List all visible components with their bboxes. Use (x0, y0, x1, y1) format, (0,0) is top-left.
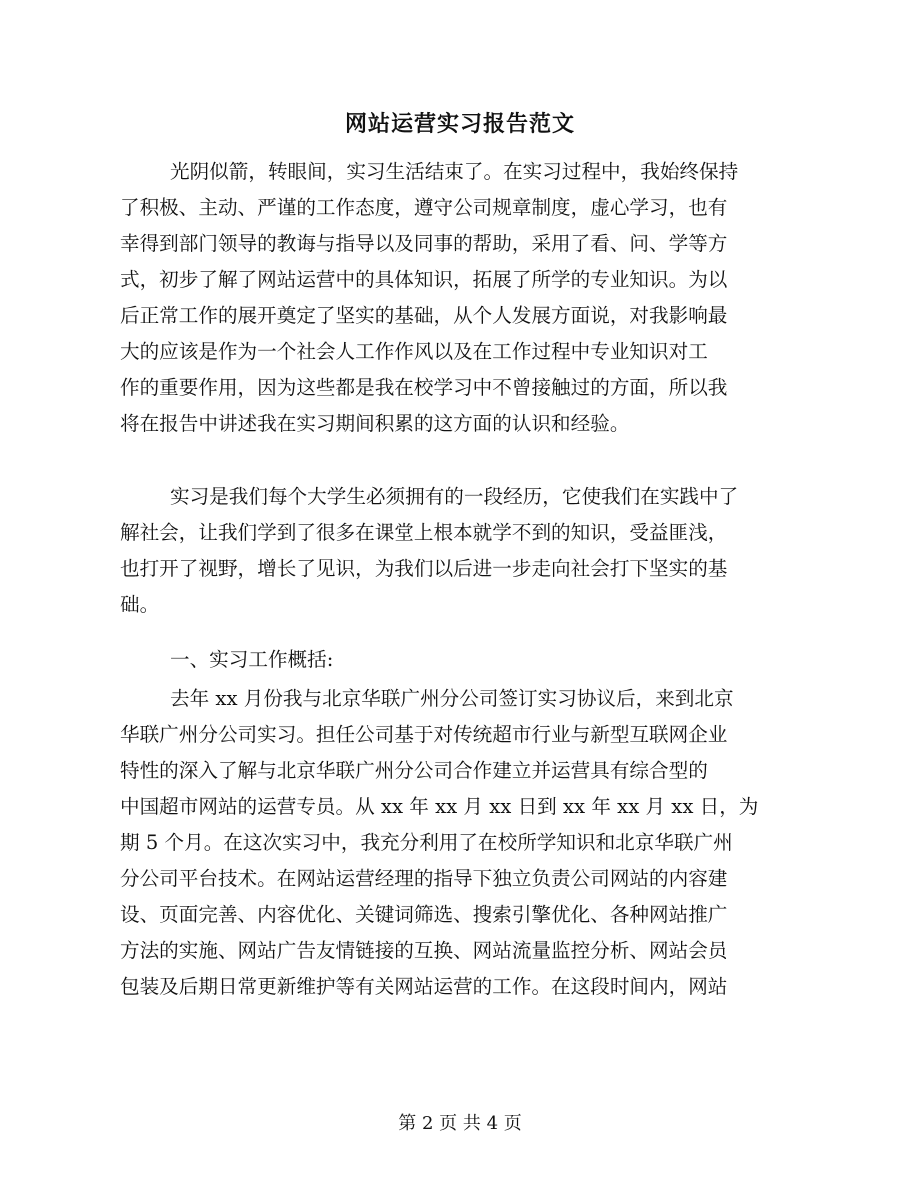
paragraph-line: 也打开了视野，增长了见识，为我们以后进一步走向社会打下坚实的基 (120, 557, 728, 580)
page-number-footer: 第 2 页 共 4 页 (398, 1113, 522, 1134)
paragraph-line: 光阴似箭，转眼间，实习生活结束了。在实习过程中，我始终保持 (170, 160, 739, 183)
paragraph-line: 幸得到部门领导的教诲与指导以及同事的帮助，采用了看、问、学等方 (120, 232, 728, 255)
paragraph-line: 华联广州分公司实习。担任公司基于对传统超市行业与新型互联网企业 (120, 723, 728, 746)
paragraph-line: 中国超市网站的运营专员。从 xx 年 xx 月 xx 日到 xx 年 xx 月 xx 日，为 (120, 795, 759, 818)
paragraph-line: 包装及后期日常更新维护等有关网站运营的工作。在这段时间内，网站 (120, 975, 728, 998)
paragraph-line: 了积极、主动、严谨的工作态度，遵守公司规章制度，虚心学习，也有 (120, 196, 728, 219)
section-heading-1 (120, 642, 820, 678)
paragraph-line: 方法的实施、网站广告友情链接的互换、网站流量监控分析、网站会员 (120, 939, 728, 962)
paragraph-line: 分公司平台技术。在网站运营经理的指导下独立负责公司网站的内容建 (120, 867, 728, 890)
paragraph-line: 设、页面完善、内容优化、关键词筛选、搜索引擎优化、各种网站推广 (120, 903, 728, 926)
paragraph-line: 大的应该是作为一个社会人工作作风以及在工作过程中专业知识对工 (120, 340, 708, 363)
paragraph-2 (120, 479, 820, 623)
paragraph-line: 期 5 个月。在这次实习中，我充分利用了在校所学知识和北京华联广州 (120, 831, 733, 854)
paragraph-line: 去年 xx 月份我与北京华联广州分公司签订实习协议后，来到北京 (170, 687, 734, 710)
document-title: 网站运营实习报告范文 (344, 111, 575, 137)
paragraph-line: 后正常工作的展开奠定了坚实的基础，从个人发展方面说，对我影响最 (120, 304, 728, 327)
paragraph-line: 解社会，让我们学到了很多在课堂上根本就学不到的知识，受益匪浅， (120, 521, 728, 544)
paragraph-line: 将在报告中讲述我在实习期间积累的这方面的认识和经验。 (120, 412, 630, 435)
paragraph-line: 础。 (120, 593, 160, 616)
paragraph-1 (120, 154, 820, 442)
section-heading: 一、实习工作概括: (170, 648, 334, 671)
paragraph-line: 特性的深入了解与北京华联广州分公司合作建立并运营具有综合型的 (120, 759, 708, 782)
paragraph-line: 实习是我们每个大学生必须拥有的一段经历，它使我们在实践中了 (170, 485, 739, 508)
paragraph-3 (120, 681, 820, 1005)
paragraph-line: 作的重要作用，因为这些都是我在校学习中不曾接触过的方面，所以我 (120, 376, 728, 399)
paragraph-line: 式，初步了解了网站运营中的具体知识，拓展了所学的专业知识。为以 (120, 268, 728, 291)
